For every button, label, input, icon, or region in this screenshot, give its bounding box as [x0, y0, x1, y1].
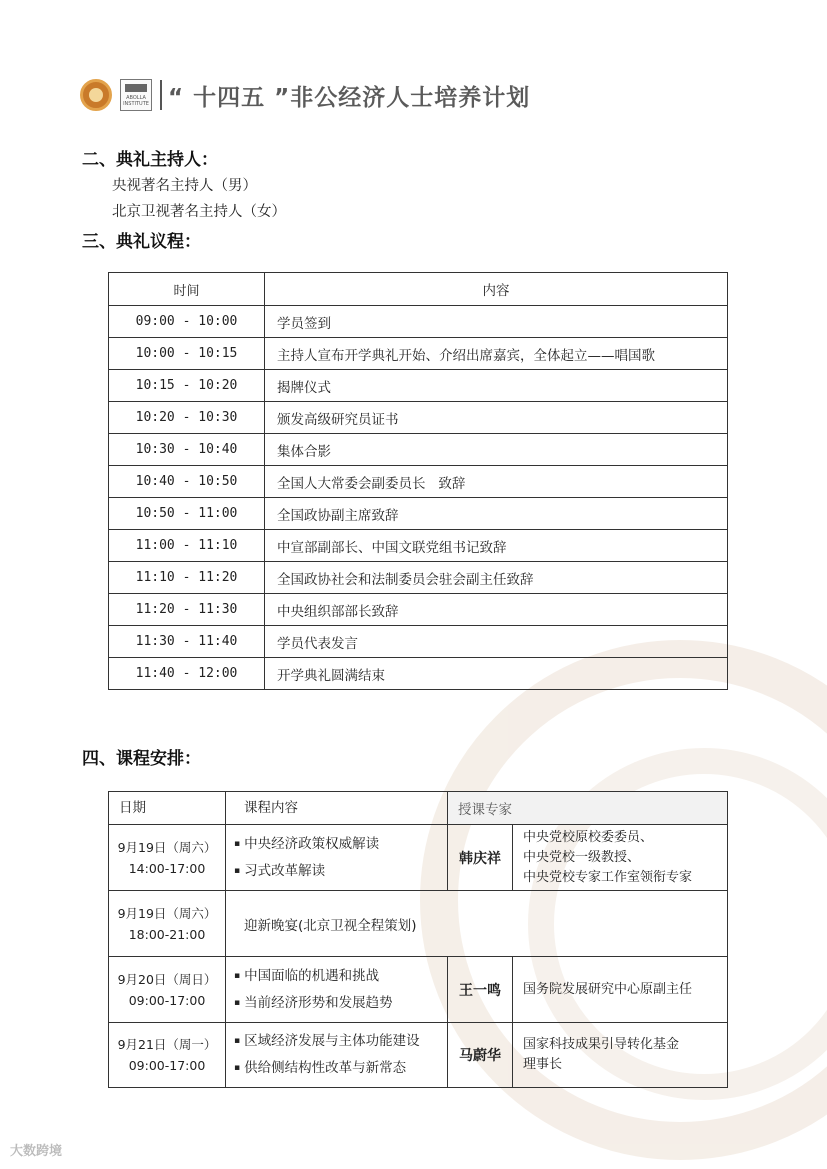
- course-date-day: 9月19日（周六）: [117, 839, 217, 855]
- course-date-day: 9月20日（周日）: [117, 971, 217, 987]
- agenda-time: 10:00 - 10:15: [109, 338, 265, 370]
- expert-bio-line: 中央党校原校委委员、: [523, 829, 654, 845]
- column-header-date: 日期: [109, 792, 226, 825]
- agenda-time: 10:40 - 10:50: [109, 466, 265, 498]
- expert-bio-line: 中央党校一级教授、: [523, 849, 641, 865]
- course-date-day: 9月19日（周六）: [117, 905, 217, 921]
- table-row: [109, 530, 728, 562]
- column-header-time: 时间: [109, 273, 265, 306]
- agenda-content: 全国人大常委会副委员长 致辞: [265, 466, 728, 498]
- agenda-content: 主持人宣布开学典礼开始、介绍出席嘉宾，全体起立——唱国歌: [265, 338, 728, 370]
- table-row: [109, 306, 728, 338]
- agenda-time: 11:30 - 11:40: [109, 626, 265, 658]
- expert-bio: [513, 957, 728, 1023]
- ceremony-agenda-table: [108, 272, 728, 690]
- host-male: 央视著名主持人（男）: [112, 178, 257, 194]
- table-row: [109, 338, 728, 370]
- course-topic: ▪ 当前经济形势和发展趋势: [234, 990, 447, 1017]
- course-date: [109, 825, 226, 891]
- school-emblem-logo: [80, 79, 112, 111]
- host-female: 北京卫视著名主持人（女）: [112, 204, 286, 220]
- table-row: [109, 957, 728, 1023]
- table-row: [109, 1023, 728, 1088]
- course-topic: ▪ 供给侧结构性改革与新常态: [234, 1055, 447, 1082]
- agenda-time: 10:30 - 10:40: [109, 434, 265, 466]
- table-header-row: [109, 273, 728, 306]
- expert-name: 马蔚华: [448, 1023, 513, 1088]
- expert-bio: [513, 825, 728, 891]
- table-row: [109, 825, 728, 891]
- course-topics: [226, 1023, 448, 1088]
- table-header-row: [109, 792, 728, 825]
- course-date: [109, 957, 226, 1023]
- source-watermark: 大数跨境: [10, 1144, 63, 1159]
- column-header-expert: 授课专家: [448, 792, 728, 825]
- table-row: [109, 658, 728, 690]
- expert-bio-line: 理事长: [523, 1057, 563, 1072]
- page-header: [80, 76, 530, 114]
- agenda-content: 集体合影: [265, 434, 728, 466]
- table-row: [109, 626, 728, 658]
- table-row: [109, 498, 728, 530]
- course-date-time: 18:00-21:00: [128, 926, 206, 942]
- course-date-time: 09:00-17:00: [128, 992, 206, 1008]
- course-topic: ▪ 区域经济发展与主体功能建设: [234, 1028, 447, 1055]
- table-row: [109, 562, 728, 594]
- agenda-content: 学员代表发言: [265, 626, 728, 658]
- table-row: [109, 891, 728, 957]
- expert-bio-line: 中央党校专家工作室领衔专家: [523, 869, 693, 885]
- course-topic: ▪ 中央经济政策权威解读: [234, 831, 447, 858]
- column-header-topics: 课程内容: [226, 792, 448, 825]
- table-row: [109, 594, 728, 626]
- section-heading-courses: 四、课程安排：: [82, 749, 201, 769]
- agenda-content: 颁发高级研究员证书: [265, 402, 728, 434]
- agenda-time: 11:40 - 12:00: [109, 658, 265, 690]
- agenda-time: 11:00 - 11:10: [109, 530, 265, 562]
- agenda-time: 10:15 - 10:20: [109, 370, 265, 402]
- course-topics: [226, 957, 448, 1023]
- expert-name: 王一鸣: [448, 957, 513, 1023]
- agenda-content: 揭牌仪式: [265, 370, 728, 402]
- agenda-time: 11:10 - 11:20: [109, 562, 265, 594]
- agenda-content: 中央组织部部长致辞: [265, 594, 728, 626]
- section-heading-agenda: 三、典礼议程：: [82, 232, 201, 252]
- expert-name: 韩庆祥: [448, 825, 513, 891]
- course-date: [109, 1023, 226, 1088]
- table-row: [109, 434, 728, 466]
- course-date-day: 9月21日（周一）: [117, 1037, 217, 1052]
- agenda-content: 学员签到: [265, 306, 728, 338]
- section-heading-hosts: 二、典礼主持人：: [82, 150, 218, 170]
- expert-bio-line: 国务院发展研究中心原副主任: [523, 981, 693, 997]
- table-row: [109, 402, 728, 434]
- agenda-content: 全国政协副主席致辞: [265, 498, 728, 530]
- agenda-content: 全国政协社会和法制委员会驻会副主任致辞: [265, 562, 728, 594]
- course-date: [109, 891, 226, 957]
- course-date-time: 09:00-17:00: [128, 1058, 206, 1073]
- column-header-content: 内容: [265, 273, 728, 306]
- agenda-content: 开学典礼圆满结束: [265, 658, 728, 690]
- course-topic: ▪ 中国面临的机遇和挑战: [234, 963, 447, 990]
- page-title: “ 十四五 ”非公经济人士培养计划: [168, 84, 531, 111]
- agenda-time: 10:50 - 11:00: [109, 498, 265, 530]
- table-row: [109, 466, 728, 498]
- expert-bio: [513, 1023, 728, 1088]
- course-schedule-table: [108, 791, 728, 1088]
- agenda-time: 09:00 - 10:00: [109, 306, 265, 338]
- course-topic: ▪ 习式改革解读: [234, 858, 447, 885]
- evening-event: 迎新晚宴(北京卫视全程策划): [226, 891, 728, 957]
- header-divider: [160, 80, 162, 110]
- agenda-content: 中宣部副部长、中国文联党组书记致辞: [265, 530, 728, 562]
- course-topics: [226, 825, 448, 891]
- agenda-time: 11:20 - 11:30: [109, 594, 265, 626]
- institute-logo: ABOLLA INSTITUTE: [120, 79, 152, 111]
- course-date-time: 14:00-17:00: [128, 860, 206, 876]
- table-row: [109, 370, 728, 402]
- agenda-time: 10:20 - 10:30: [109, 402, 265, 434]
- expert-bio-line: 国家科技成果引导转化基金: [523, 1037, 680, 1052]
